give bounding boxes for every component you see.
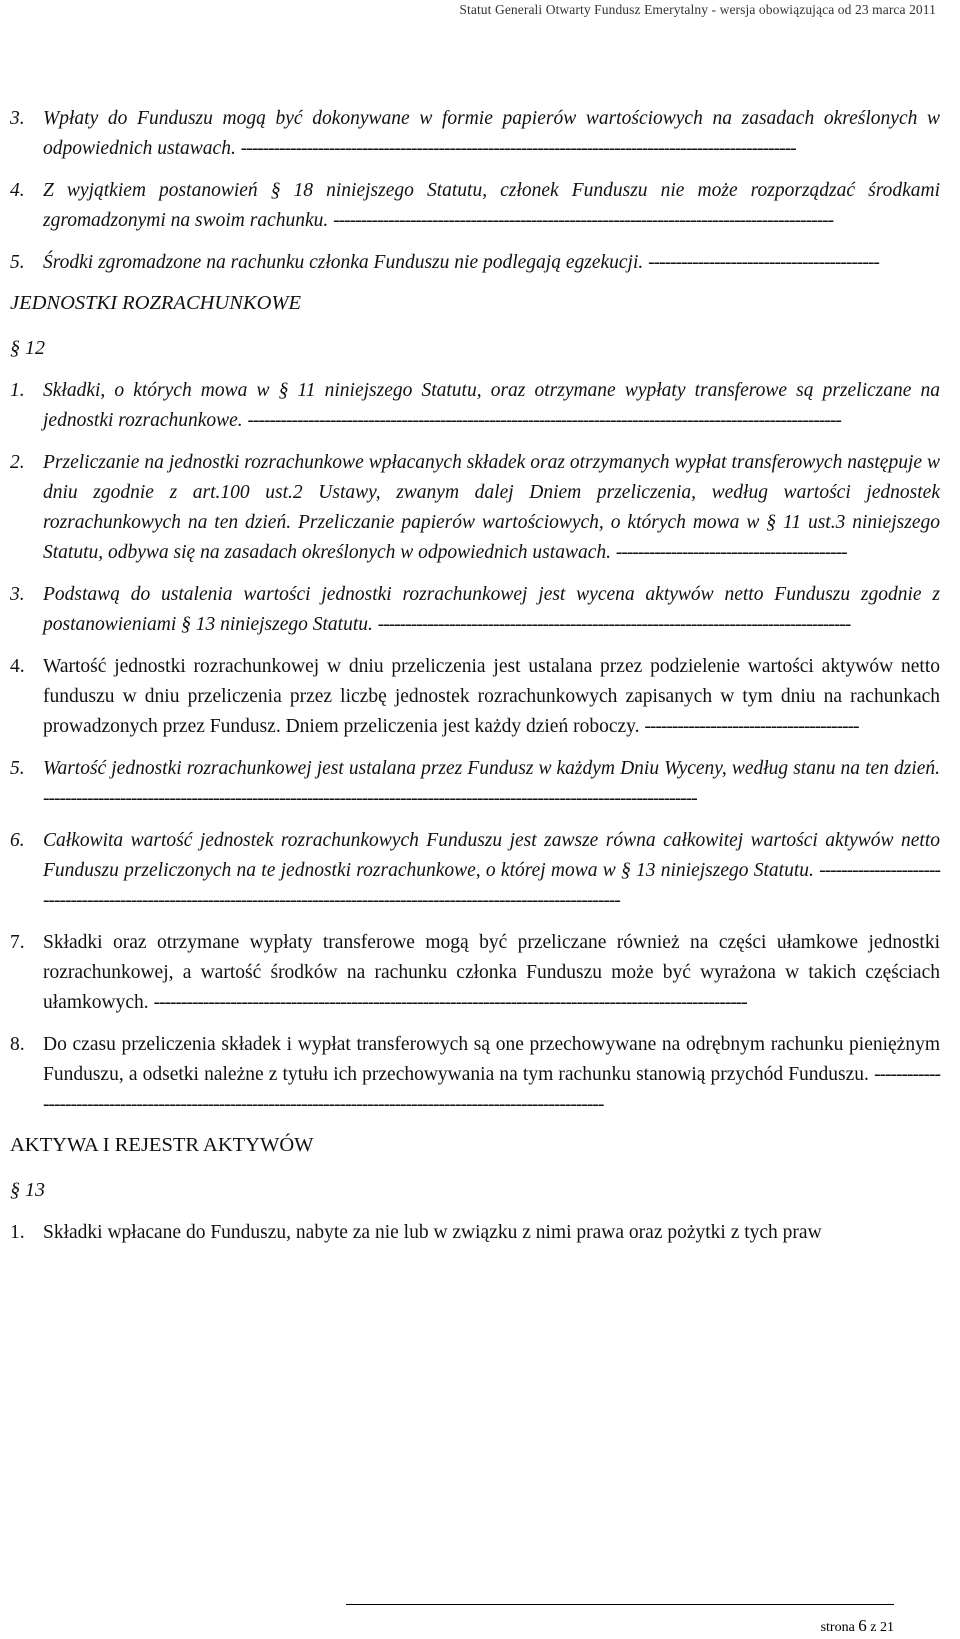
paragraph-11-3 bbox=[10, 104, 940, 164]
paragraph-number: 1. bbox=[10, 1222, 25, 1243]
paragraph-number: 7. bbox=[10, 932, 25, 953]
paragraph-text: Składki oraz otrzymane wypłaty transferowe mogą być przeliczane również na części ułamkowe jednostki rozrachunkowej, a wartość środków na rachunku członka Funduszu może być wyrażona w takich częściach ułamkowych. bbox=[43, 932, 940, 1013]
paragraph-12-6 bbox=[10, 826, 940, 916]
paragraph-number: 6. bbox=[10, 830, 25, 851]
paragraph-number: 2. bbox=[10, 452, 25, 473]
paragraph-number: 4. bbox=[10, 180, 25, 201]
paragraph-12-8 bbox=[10, 1030, 940, 1120]
dash-filler: ------------------------------------------------------------------------------------------------------------------ bbox=[43, 1064, 941, 1115]
paragraph-12-5 bbox=[10, 754, 940, 814]
paragraph-text: Podstawą do ustalenia wartości jednostki rozrachunkowej jest wycena aktywów netto Funduszu zgodnie z postanowieniami § 13 niniejszego Statutu. bbox=[43, 584, 940, 635]
dash-filler: ------------------------------------------ bbox=[648, 252, 879, 273]
running-header: Statut Generali Otwarty Fundusz Emerytalny - wersja obowiązująca od 23 marca 2011 bbox=[459, 2, 936, 17]
paragraph-number: 3. bbox=[10, 108, 25, 129]
paragraph-number: 3. bbox=[10, 584, 25, 605]
dash-filler: --------------------------------------- bbox=[644, 716, 859, 737]
document-body bbox=[10, 104, 940, 1260]
paragraph-12-3 bbox=[10, 580, 940, 640]
section-13-title: § 13 bbox=[10, 1179, 45, 1201]
paragraph-text: Całkowita wartość jednostek rozrachunkowych Funduszu jest zawsze równa całkowitej wartości aktywów netto Funduszu przeliczonych na te jednostki rozrachunkowe, o której mowa w § 13 niniejszego Statutu. bbox=[43, 830, 940, 881]
dash-filler: -------------------------------------------------------------------------------------- bbox=[377, 614, 851, 635]
paragraph-number: 8. bbox=[10, 1034, 25, 1055]
paragraph-text: Składki, o których mowa w § 11 niniejszego Statutu, oraz otrzymane wypłaty transferowe są przeliczane na jednostki rozrachunkowe. bbox=[43, 380, 940, 431]
dash-filler: ------------------------------------------------------------------------------------------------------------ bbox=[247, 410, 841, 431]
page-footer bbox=[821, 1616, 894, 1636]
paragraph-number: 1. bbox=[10, 380, 25, 401]
footer-rule bbox=[346, 1604, 894, 1605]
paragraph-12-2 bbox=[10, 448, 940, 568]
paragraph-12-4 bbox=[10, 652, 940, 742]
paragraph-text: Do czasu przeliczenia składek i wypłat transferowych są one przechowywane na odrębnym rachunku pieniężnym Funduszu, a odsetki należne z tytułu ich przechowywania na tym rachunku stanowią przychód Funduszu. bbox=[43, 1034, 940, 1085]
paragraph-text: Wpłaty do Funduszu mogą być dokonywane w formie papierów wartościowych na zasadach określonych w odpowiednich ustawach. bbox=[43, 108, 940, 159]
dash-filler: ------------------------------------------------------------------------------------------------------------ bbox=[153, 992, 747, 1013]
paragraph-text: Środki zgromadzone na rachunku członka Funduszu nie podlegają egzekucji. bbox=[43, 252, 644, 273]
dash-filler: ------------------------------------------------------------------------------------------- bbox=[333, 210, 834, 231]
paragraph-text: Wartość jednostki rozrachunkowej jest ustalana przez Fundusz w każdym Dniu Wyceny, według stanu na ten dzień. bbox=[43, 758, 940, 779]
paragraph-11-4 bbox=[10, 176, 940, 236]
paragraph-text: Składki wpłacane do Funduszu, nabyte za nie lub w związku z nimi prawa oraz pożytki z tych praw bbox=[43, 1222, 822, 1243]
dash-filler: ------------------------------------------ bbox=[615, 542, 847, 563]
page-number: 6 bbox=[858, 1616, 867, 1635]
footer-label: strona bbox=[820, 1620, 855, 1635]
dash-filler: ----------------------------------------------------------------------------------------------------------------------- bbox=[43, 788, 697, 809]
paragraph-text: Wartość jednostki rozrachunkowej w dniu przeliczenia jest ustalana przez podzielenie wartości aktywów netto funduszu w dniu przeliczenia przez liczbę jednostek rozrachunkowych zapisanych w tym dniu na rachunkach prowadzonych przez Fundusz. Dniem przeliczenia jest każdy dzień roboczy. bbox=[43, 656, 940, 737]
chapter-heading-jednostki: JEDNOSTKI ROZRACHUNKOWE bbox=[10, 292, 301, 314]
paragraph-text: Przeliczanie na jednostki rozrachunkowe wpłacanych składek oraz otrzymanych wypłat transferowych następuje w dniu zgodnie z art.100 ust.2 Ustawy, zwanym dalej Dniem przeliczenia, według wartości jednostek rozrachunkowych na ten dzień. Przeliczanie papierów wartościowych, o których mowa w § 11 ust.3 niniejszego Statutu, odbywa się na zasadach określonych w odpowiednich ustawach. bbox=[43, 452, 940, 563]
chapter-heading-aktywa: AKTYWA I REJESTR AKTYWÓW bbox=[10, 1134, 314, 1156]
paragraph-13-1 bbox=[10, 1218, 940, 1248]
paragraph-12-1 bbox=[10, 376, 940, 436]
page-total: z 21 bbox=[870, 1620, 894, 1635]
paragraph-11-5 bbox=[10, 248, 940, 278]
dash-filler: ----------------------------------------------------------------------------------------------------- bbox=[240, 138, 796, 159]
paragraph-text: Z wyjątkiem postanowień § 18 niniejszego Statutu, członek Funduszu nie może rozporządzać środkami zgromadzonymi na swoim rachunku. bbox=[43, 180, 940, 231]
paragraph-12-7 bbox=[10, 928, 940, 1018]
dash-filler: ------------------------------------------------------------------------------------------------------------------------------- bbox=[43, 860, 940, 911]
paragraph-number: 5. bbox=[10, 252, 25, 273]
section-12-title: § 12 bbox=[10, 337, 45, 359]
paragraph-number: 4. bbox=[10, 656, 25, 677]
paragraph-number: 5. bbox=[10, 758, 25, 779]
